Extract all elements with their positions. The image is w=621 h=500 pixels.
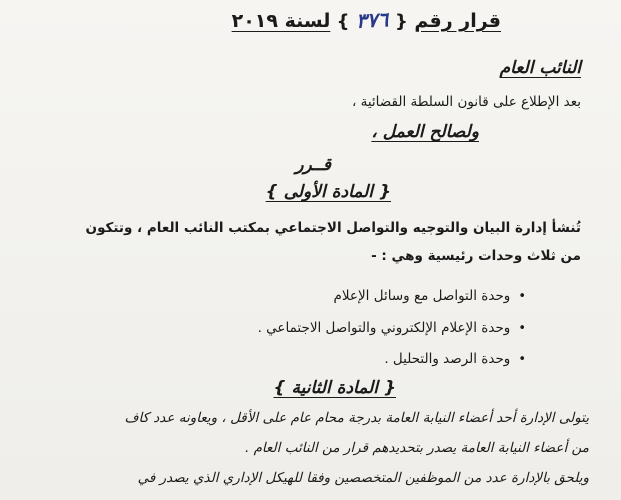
unit-item-2 xyxy=(258,320,526,336)
preamble-line-2: ولصالح العمل ، xyxy=(371,122,479,142)
preamble-line-1: بعد الإطلاع على قانون السلطة القضائية ، xyxy=(351,94,581,110)
decision-number: ٣٧٦ xyxy=(355,7,389,33)
article2-line-1: يتولى الإدارة أحد أعضاء النيابة العامة بدرجة محام عام على الأقل ، ويعاونه عدد كاف xyxy=(124,410,589,426)
unit-item-1 xyxy=(334,288,526,304)
unit-item-3-label: وحدة الرصد والتحليل . xyxy=(384,351,511,367)
decision-year: لسنة ٢٠١٩ xyxy=(231,10,331,32)
article1-heading: { المادة الأولى } xyxy=(265,182,391,202)
unit-item-1-label: وحدة التواصل مع وسائل الإعلام xyxy=(333,288,511,304)
unit-item-2-label: وحدة الإعلام الإلكتروني والتواصل الاجتماعي . xyxy=(257,320,511,336)
decided-heading: قــرر xyxy=(295,155,331,175)
article2-heading: { المادة الثانية } xyxy=(273,378,396,398)
article2-line-3: ويلحق بالإدارة عدد من الموظفين المتخصصين وفقا للهيكل الإداري الذي يصدر في xyxy=(137,470,589,486)
decision-prefix: قرار رقم xyxy=(414,10,501,32)
article1-text-line-1: تُنشأ إدارة البيان والتوجيه والتواصل الاجتماعي بمكتب النائب العام ، وتتكون xyxy=(85,220,581,236)
issuer-title: النائب العام xyxy=(499,58,581,78)
unit-item-3 xyxy=(384,351,526,367)
article2-line-2: من أعضاء النيابة العامة يصدر بتحديدهم قرار من النائب العام . xyxy=(244,440,589,456)
decision-header: قرار رقم { ٣٧٦ } لسنة ٢٠١٩ xyxy=(231,7,501,33)
article1-text-line-2: من ثلاث وحدات رئيسية وهي : - xyxy=(371,248,581,264)
